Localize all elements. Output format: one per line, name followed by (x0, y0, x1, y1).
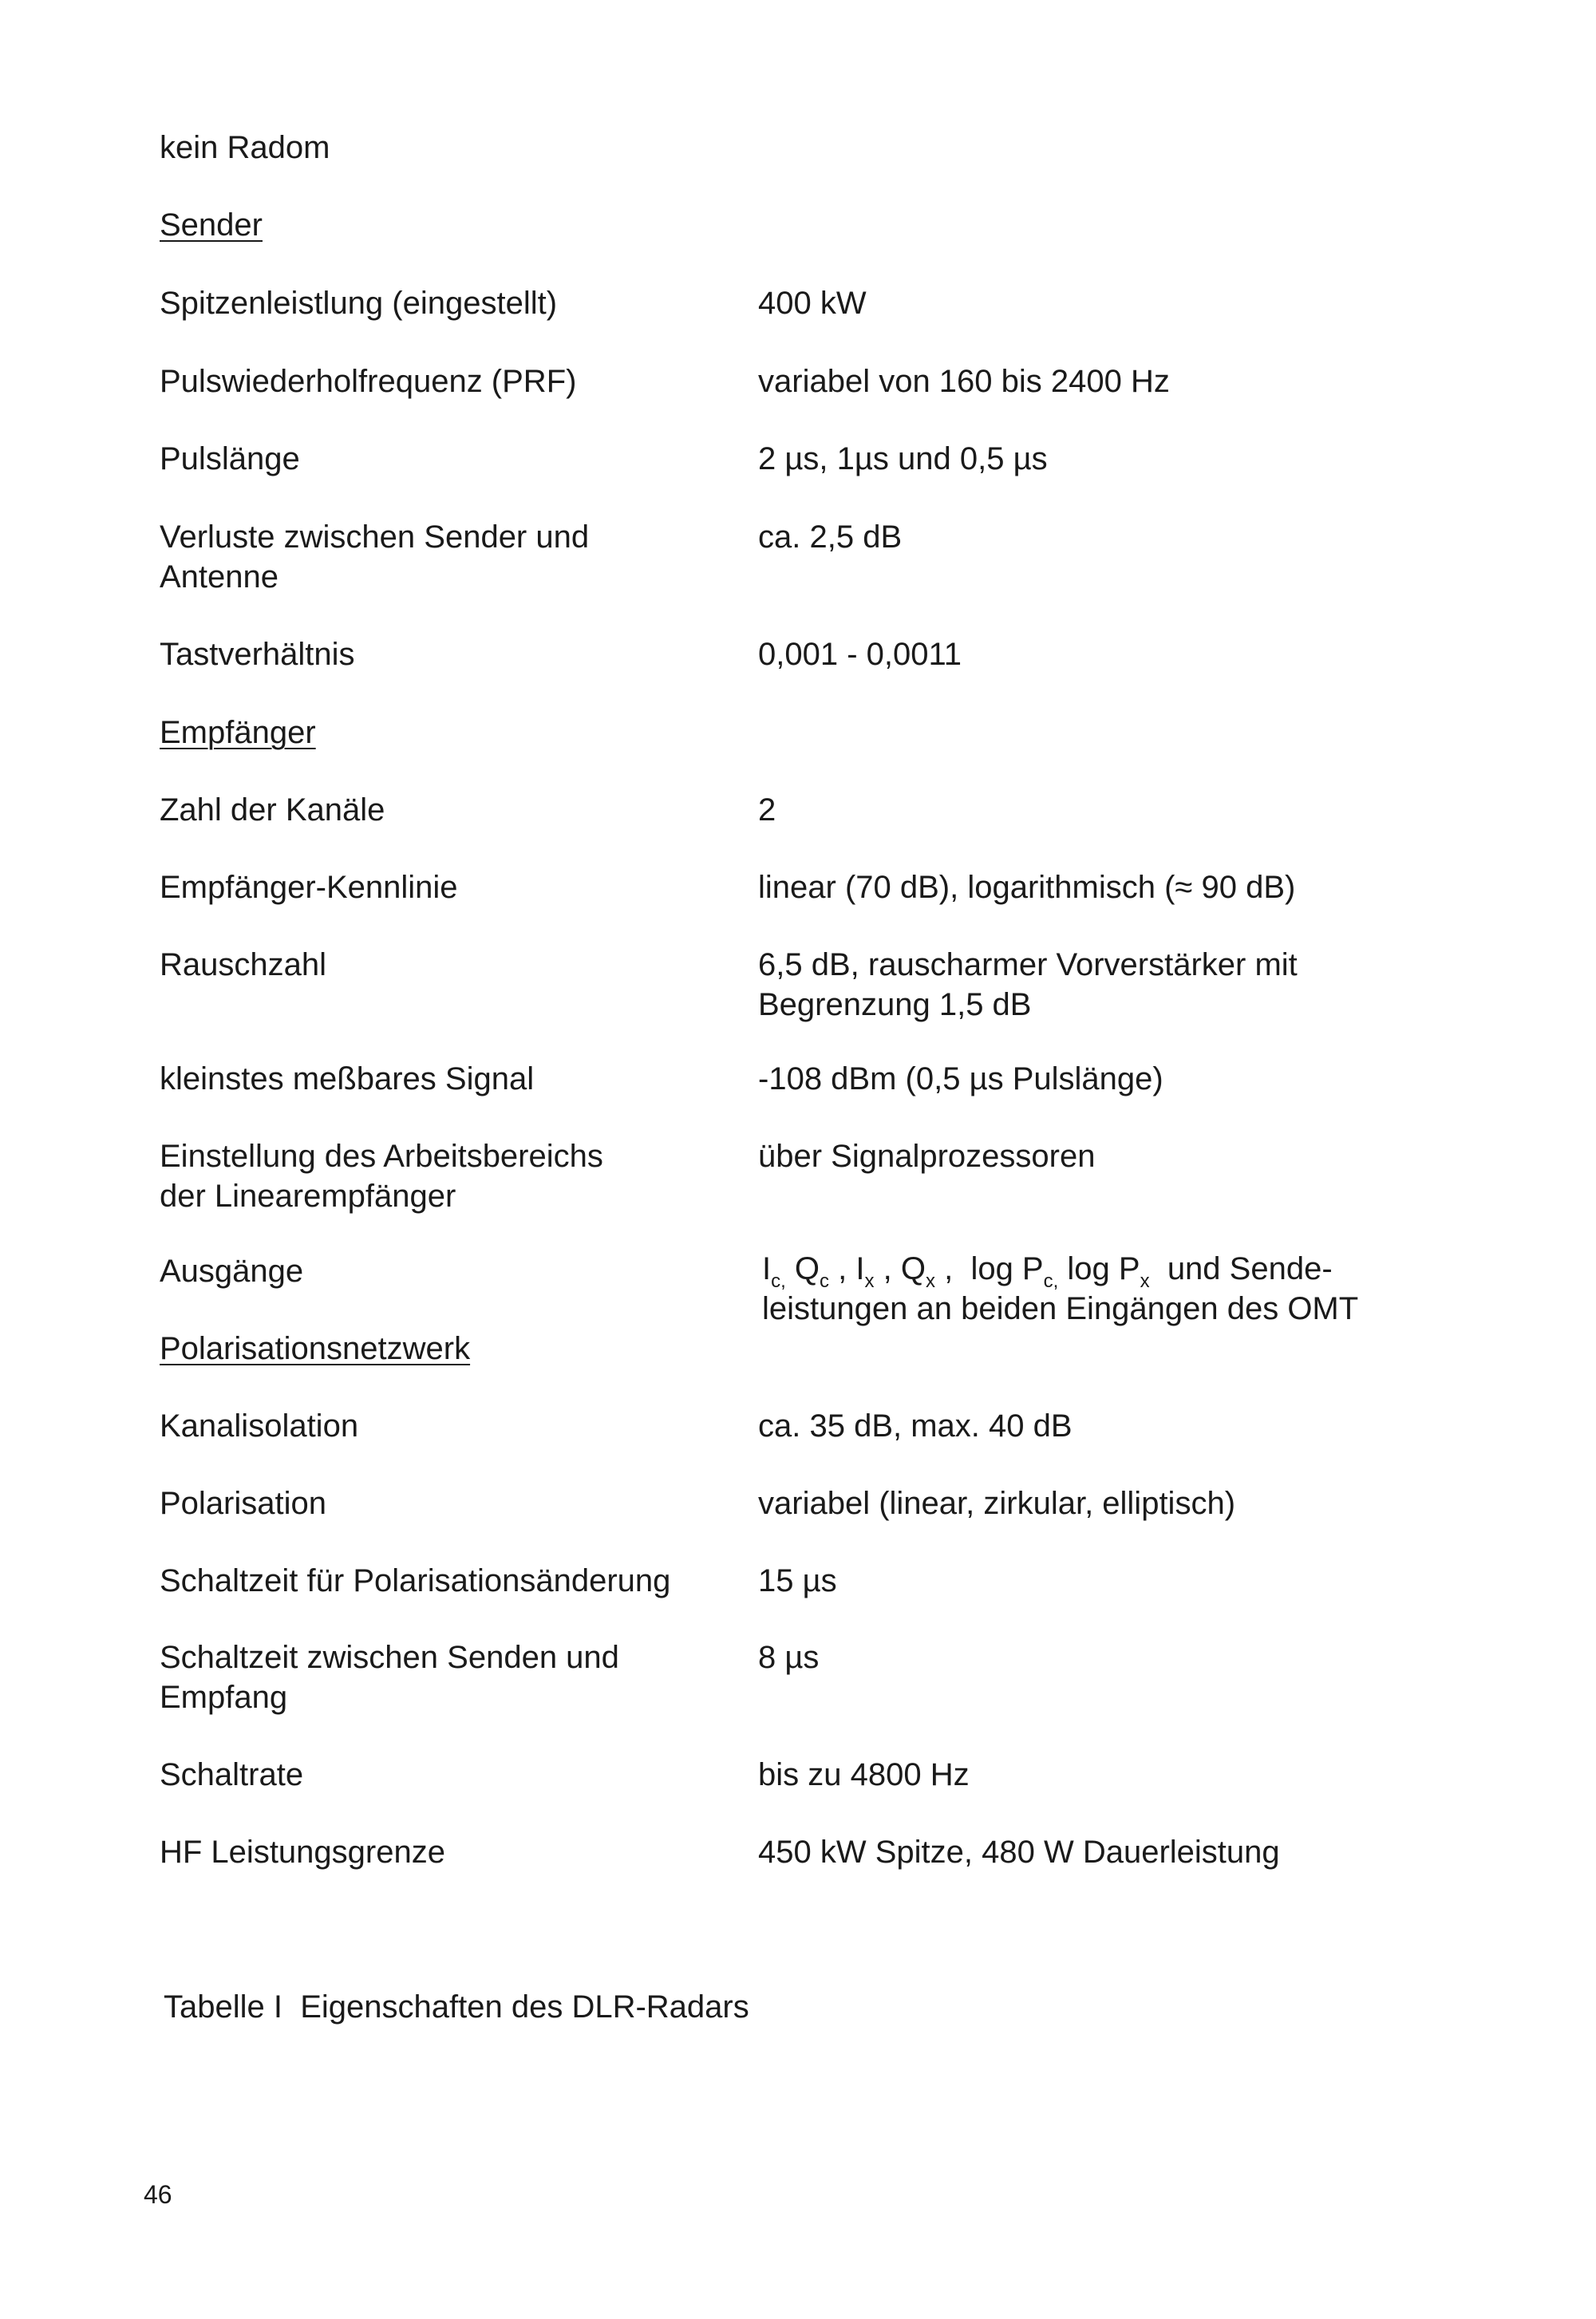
output-logpx-sub: x (1140, 1270, 1150, 1292)
output-i: I (762, 1251, 772, 1286)
table-row-label: der Linearempfänger (160, 1179, 456, 1214)
output-ix-sub: x (864, 1270, 875, 1292)
table-row-value: über Signalprozessoren (758, 1139, 1096, 1174)
outputs-line-1: $I_{c,}$ $Q_c$ , $I_x$ , $Q_x$ , $\log P_{c,}$ $\log P_x$ und Sende- (762, 1251, 1333, 1292)
table-row-label: Zahl der Kanäle (160, 792, 385, 828)
outputs-value (762, 1249, 1358, 1329)
table-row-value: 2 (758, 792, 776, 828)
section-heading-polarisation: Polarisationsnetzwerk (160, 1331, 471, 1366)
table-row-value: 400 kW (758, 286, 867, 321)
table-row-label: Spitzenleistlung (eingestellt) (160, 286, 558, 321)
table-row-value: ca. 2,5 dB (758, 520, 903, 555)
output-q-sub: c (820, 1270, 830, 1292)
output-qx: Q (900, 1251, 926, 1286)
output-ix: I (855, 1251, 865, 1286)
table-row-value: Begrenzung 1,5 dB (758, 987, 1032, 1022)
table-row-value: 450 kW Spitze, 480 W Dauerleistung (758, 1835, 1280, 1870)
table-row-label: Schaltzeit für Polarisationsänderung (160, 1563, 671, 1598)
table-row-value: linear (70 dB), logarithmisch (≈ 90 dB) (758, 870, 1296, 905)
output-logpx: log P (1067, 1251, 1140, 1286)
table-row-value: variabel von 160 bis 2400 Hz (758, 364, 1170, 399)
table-row-value: bis zu 4800 Hz (758, 1757, 970, 1792)
table-row-value: 2 µs, 1µs und 0,5 µs (758, 441, 1048, 476)
output-tail: und Sende- (1167, 1251, 1333, 1286)
table-row-label: Ausgänge (160, 1254, 304, 1289)
table-row-label: HF Leistungsgrenze (160, 1835, 445, 1870)
table-row-label: Empfänger-Kennlinie (160, 870, 458, 905)
output-i-sub: c, (771, 1270, 786, 1292)
table-row-label: Pulslänge (160, 441, 300, 476)
table-row-value: 8 µs (758, 1640, 820, 1675)
table-row-value: 0,001 - 0,0011 (758, 637, 962, 672)
output-logpc: log P (970, 1251, 1044, 1286)
table-row-value: variabel (linear, zirkular, elliptisch) (758, 1486, 1236, 1521)
section-heading-sender: Sender (160, 207, 263, 243)
table-row-value: ca. 35 dB, max. 40 dB (758, 1408, 1073, 1444)
table-row-label: Kanalisolation (160, 1408, 359, 1444)
table-row-label: Einstellung des Arbeitsbereichs (160, 1139, 603, 1174)
table-row-label: Schaltzeit zwischen Senden und (160, 1640, 619, 1675)
output-qx-sub: x (925, 1270, 935, 1292)
table-row-label: Schaltrate (160, 1757, 304, 1792)
table-row-label: Tastverhältnis (160, 637, 355, 672)
table-row-label: Rauschzahl (160, 947, 327, 982)
page-number: 46 (144, 2180, 172, 2209)
table-row-label: Pulswiederholfrequenz (PRF) (160, 364, 577, 399)
table-row-label: Polarisation (160, 1486, 327, 1521)
table-row-value: 15 µs (758, 1563, 837, 1598)
outputs-line-2: leistungen an beiden Eingängen des OMT (762, 1291, 1359, 1326)
table-caption: Tabelle I Eigenschaften des DLR-Radars (164, 1989, 749, 2025)
table-row-label: Empfang (160, 1680, 288, 1715)
section-heading-empfaenger: Empfänger (160, 715, 316, 750)
intro-text: kein Radom (160, 130, 330, 165)
table-row-label: Antenne (160, 559, 279, 595)
table-row-value: 6,5 dB, rauscharmer Vorverstärker mit (758, 947, 1298, 982)
table-row-label: Verluste zwischen Sender und (160, 520, 590, 555)
output-q: Q (794, 1251, 820, 1286)
table-row-value: -108 dBm (0,5 µs Pulslänge) (758, 1061, 1163, 1096)
output-logpc-sub: c, (1043, 1270, 1059, 1292)
table-row-label: kleinstes meßbares Signal (160, 1061, 535, 1096)
